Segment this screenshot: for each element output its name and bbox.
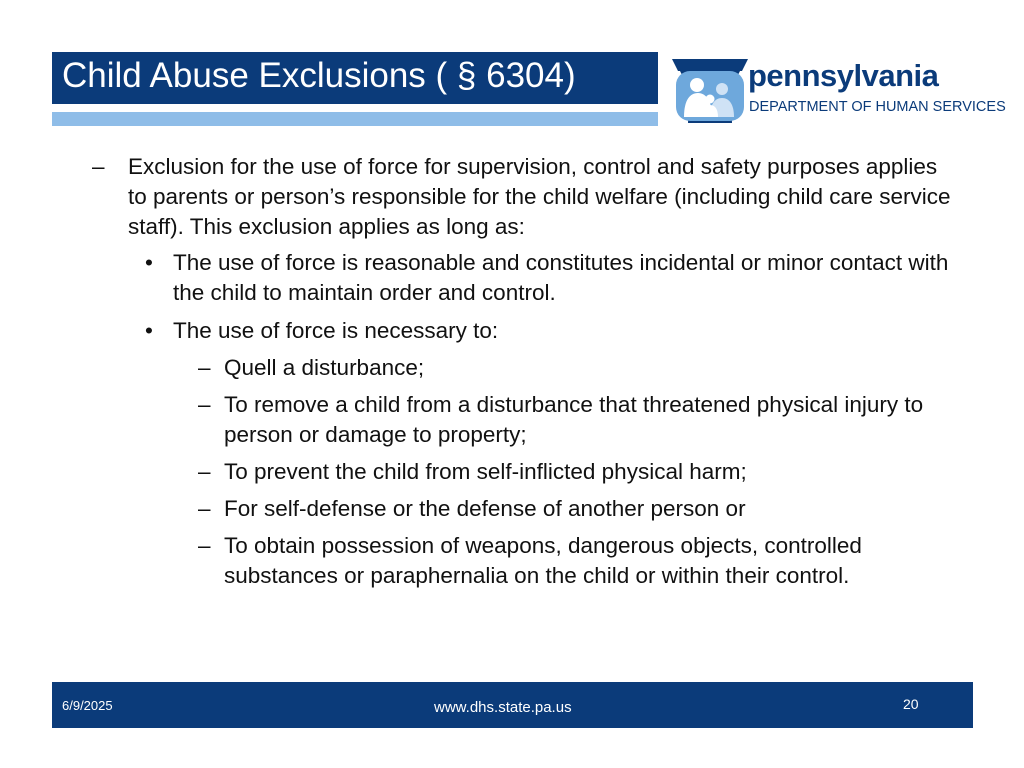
footer-url: www.dhs.state.pa.us [434, 699, 572, 716]
sub-item-text: To obtain possession of weapons, dangerous objects, controlled substances or paraphernalia on the child or within their control. [224, 533, 862, 588]
bullet-text: The use of force is necessary to: [173, 318, 499, 343]
bullet-marker: • [145, 250, 153, 275]
dash-marker: – [92, 154, 105, 179]
dhs-logo [670, 55, 1010, 125]
footer-date: 6/9/2025 [62, 698, 113, 713]
dash-marker: – [198, 392, 211, 417]
list-item [90, 152, 960, 242]
dash-marker: – [198, 496, 211, 521]
title-divider-blue [52, 112, 658, 126]
sub-item-text: Quell a disturbance; [224, 355, 425, 380]
sub-item-text: To prevent the child from self-inflicted physical harm; [224, 459, 747, 484]
keystone-family-icon [670, 55, 750, 125]
list-item [90, 531, 960, 591]
list-item [90, 494, 960, 524]
bullet-marker: • [145, 318, 153, 343]
logo-wordmark: pennsylvania [748, 58, 939, 93]
dash-marker: – [198, 459, 211, 484]
title-divider-white [52, 104, 658, 112]
intro-text: Exclusion for the use of force for supervision, control and safety purposes applies to parents or person’s responsible for the child welfare (including child care service staff). This exclusion applies as long as: [128, 154, 951, 239]
slide-title: Child Abuse Exclusions ( § 6304) [62, 56, 576, 95]
list-item [90, 390, 960, 450]
dash-marker: – [198, 533, 211, 558]
title-bar [52, 52, 658, 104]
page-number: 20 [903, 696, 919, 712]
footer-bar [52, 682, 973, 728]
bullet-text: The use of force is reasonable and constitutes incidental or minor contact with the child to maintain order and control. [173, 250, 949, 305]
dash-marker: – [198, 355, 211, 380]
list-item [90, 457, 960, 487]
list-item [90, 316, 960, 346]
sub-item-text: To remove a child from a disturbance that threatened physical injury to person or damage to property; [224, 392, 924, 447]
logo-department: DEPARTMENT OF HUMAN SERVICES [749, 99, 1006, 115]
list-item [90, 248, 960, 308]
sub-item-text: For self-defense or the defense of another person or [224, 496, 746, 521]
slide-body [90, 152, 960, 591]
list-item [90, 353, 960, 383]
